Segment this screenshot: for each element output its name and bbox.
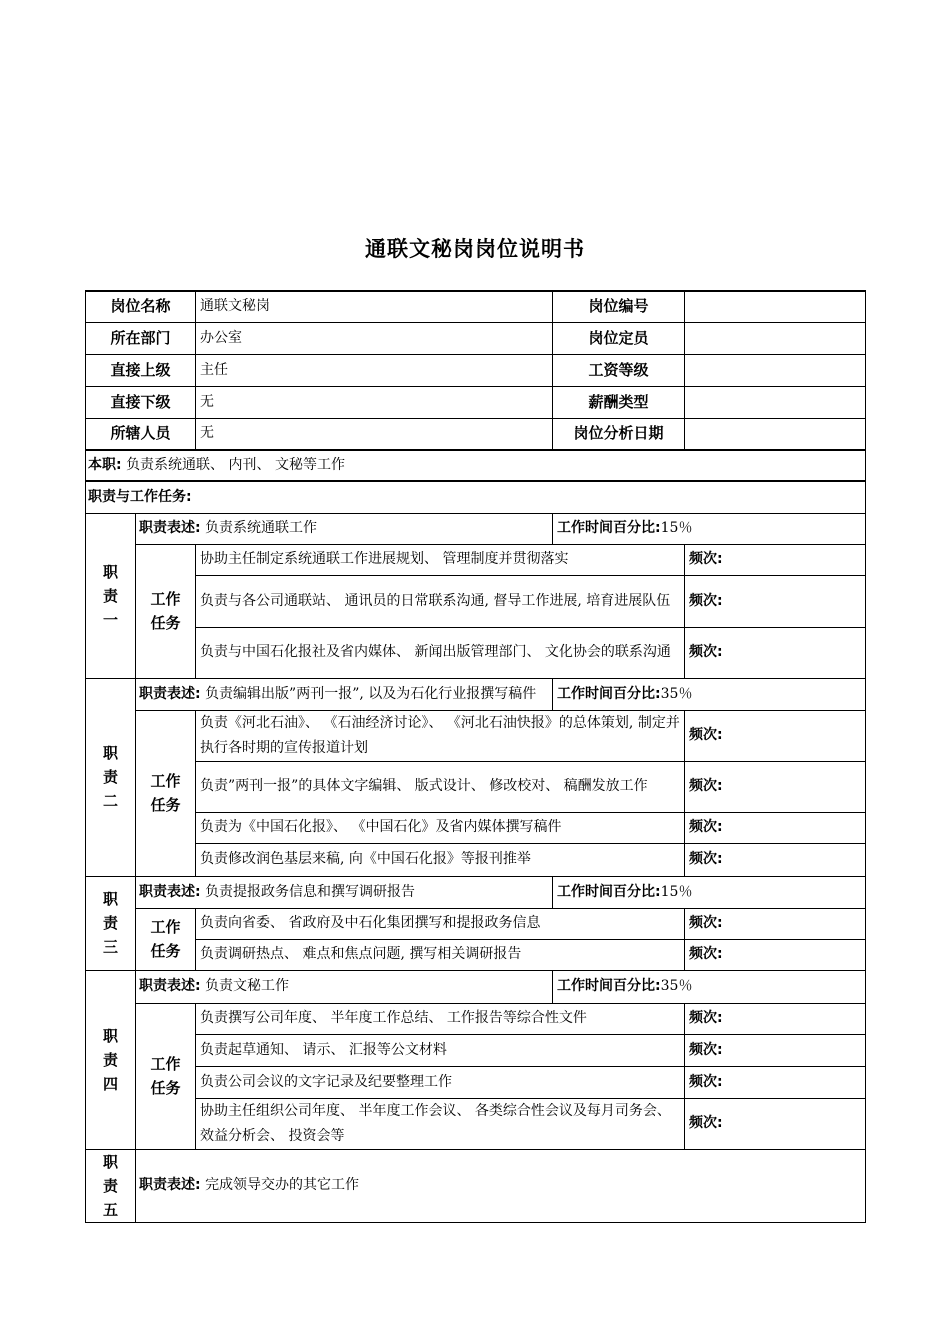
task-text: 负责调研热点、 难点和焦点问题, 撰写相关调研报告 — [196, 939, 685, 970]
info-label: 岗位名称 — [86, 291, 196, 322]
duty-desc-row — [86, 513, 866, 544]
freq-label: 频次: — [685, 908, 866, 939]
task-text: 负责向省委、 省政府及中石化集团撰写和提报政务信息 — [196, 908, 685, 939]
duty-desc-label: 职责表述: — [139, 978, 201, 994]
duties-header: 职责与工作任务: — [86, 481, 866, 513]
freq-label: 频次: — [685, 812, 866, 843]
freq-label: 频次: — [685, 1066, 866, 1098]
info-label: 薪酬类型 — [553, 386, 685, 418]
freq-label: 频次: — [685, 939, 866, 970]
duty-desc-label: 职责表述: — [139, 883, 201, 900]
freq-label: 频次: — [685, 710, 866, 761]
work-task-label: 工作 任务 — [136, 544, 196, 678]
duty-desc: 负责文秘工作 — [205, 978, 290, 994]
task-text: 负责与中国石化报社及省内媒体、 新闻出版管理部门、 文化协会的联系沟通 — [196, 627, 685, 678]
time-pct-label: 工作时间百分比: — [557, 883, 661, 900]
info-row — [86, 386, 866, 418]
duties-header-row — [86, 481, 866, 513]
duty-desc-label: 职责表述: — [139, 1177, 201, 1193]
info-value: 办公室 — [196, 322, 553, 354]
task-row — [86, 908, 866, 939]
task-text: 负责撰写公司年度、 半年度工作总结、 工作报告等综合性文件 — [196, 1003, 685, 1034]
duty-name: 职 责 四 — [86, 970, 136, 1149]
time-pct-value: 35％ — [660, 978, 693, 994]
task-row — [86, 761, 866, 812]
info-value: 主任 — [196, 354, 553, 386]
info-value: 无 — [196, 386, 553, 418]
duty-name: 职 责 三 — [86, 876, 136, 970]
core-row — [86, 450, 866, 481]
freq-label: 频次: — [685, 1098, 866, 1149]
task-text: 负责起草通知、 请示、 汇报等公文材料 — [196, 1034, 685, 1066]
time-pct — [553, 970, 866, 1003]
task-text: 负责为《中国石化报》、 《中国石化》及省内媒体撰写稿件 — [196, 812, 685, 843]
info-row — [86, 418, 866, 450]
info-value: 通联文秘岗 — [196, 291, 553, 322]
duty-name: 职 责 二 — [86, 678, 136, 876]
work-task-label: 工作 任务 — [136, 908, 196, 970]
duty-desc-row — [86, 1149, 866, 1222]
page-title: 通联文秘岗岗位说明书 — [365, 237, 585, 261]
freq-label: 频次: — [685, 761, 866, 812]
info-value — [685, 322, 866, 354]
task-row — [86, 1003, 866, 1034]
task-text: 协助主任制定系统通联工作进展规划、 管理制度并贯彻落实 — [196, 544, 685, 575]
info-label: 所在部门 — [86, 322, 196, 354]
duty-desc: 负责编辑出版”两刊一报”, 以及为石化行业报撰写稿件 — [205, 685, 537, 702]
time-pct — [553, 876, 866, 908]
duty-desc-row — [86, 876, 866, 908]
task-text: 协助主任组织公司年度、 半年度工作会议、 各类综合性会议及每月司务会、 效益分析会、 投资会等 — [196, 1098, 685, 1149]
duty-desc: 负责系统通联工作 — [205, 520, 318, 536]
duty-desc: 完成领导交办的其它工作 — [205, 1177, 360, 1193]
task-row — [86, 812, 866, 843]
info-value — [685, 354, 866, 386]
info-label: 岗位定员 — [553, 322, 685, 354]
task-row — [86, 939, 866, 970]
info-value — [685, 386, 866, 418]
freq-label: 频次: — [685, 575, 866, 627]
task-row — [86, 575, 866, 627]
freq-label: 频次: — [685, 1034, 866, 1066]
duty-desc: 负责提报政务信息和撰写调研报告 — [205, 883, 416, 900]
duty-name: 职 责 一 — [86, 513, 136, 678]
work-task-label: 工作 任务 — [136, 710, 196, 876]
task-row — [86, 544, 866, 575]
duty-desc-row — [86, 678, 866, 710]
task-row — [86, 710, 866, 761]
time-pct-value: 15％ — [660, 520, 693, 536]
time-pct-value: 15％ — [660, 883, 693, 900]
freq-label: 频次: — [685, 1003, 866, 1034]
task-row — [86, 1034, 866, 1066]
task-row — [86, 1098, 866, 1149]
time-pct — [553, 513, 866, 544]
info-value — [685, 418, 866, 450]
time-pct-value: 35％ — [660, 685, 693, 702]
info-label: 直接下级 — [86, 386, 196, 418]
info-label: 所辖人员 — [86, 418, 196, 450]
freq-label: 频次: — [685, 627, 866, 678]
core-text: 负责系统通联、 内刊、 文秘等工作 — [126, 457, 345, 473]
time-pct-label: 工作时间百分比: — [557, 685, 661, 702]
core-label: 本职: — [88, 457, 122, 473]
duty-desc-row — [86, 970, 866, 1003]
info-label: 直接上级 — [86, 354, 196, 386]
info-row — [86, 354, 866, 386]
task-row — [86, 1066, 866, 1098]
task-row — [86, 627, 866, 678]
info-value — [685, 291, 866, 322]
freq-label: 频次: — [685, 544, 866, 575]
task-text: 负责”两刊一报”的具体文字编辑、 版式设计、 修改校对、 稿酬发放工作 — [196, 761, 685, 812]
work-task-label: 工作 任务 — [136, 1003, 196, 1149]
info-label: 岗位编号 — [553, 291, 685, 322]
job-description-table — [85, 290, 866, 1223]
duty-desc-label: 职责表述: — [139, 685, 201, 702]
info-row — [86, 291, 866, 322]
duty-desc-label: 职责表述: — [139, 520, 201, 536]
task-row — [86, 843, 866, 876]
task-text: 负责《河北石油》、 《石油经济讨论》、 《河北石油快报》的总体策划, 制定并执行各时期的宣传报道计划 — [196, 710, 685, 761]
duty-name: 职 责 五 — [86, 1149, 136, 1222]
time-pct — [553, 678, 866, 710]
freq-label: 频次: — [685, 843, 866, 876]
time-pct-label: 工作时间百分比: — [557, 978, 661, 994]
info-value: 无 — [196, 418, 553, 450]
task-text: 负责与各公司通联站、 通讯员的日常联系沟通, 督导工作进展, 培育进展队伍 — [196, 575, 685, 627]
info-row — [86, 322, 866, 354]
task-text: 负责修改润色基层来稿, 向《中国石化报》等报刊推举 — [196, 843, 685, 876]
task-text: 负责公司会议的文字记录及纪要整理工作 — [196, 1066, 685, 1098]
info-label: 岗位分析日期 — [553, 418, 685, 450]
time-pct-label: 工作时间百分比: — [557, 520, 661, 536]
info-label: 工资等级 — [553, 354, 685, 386]
